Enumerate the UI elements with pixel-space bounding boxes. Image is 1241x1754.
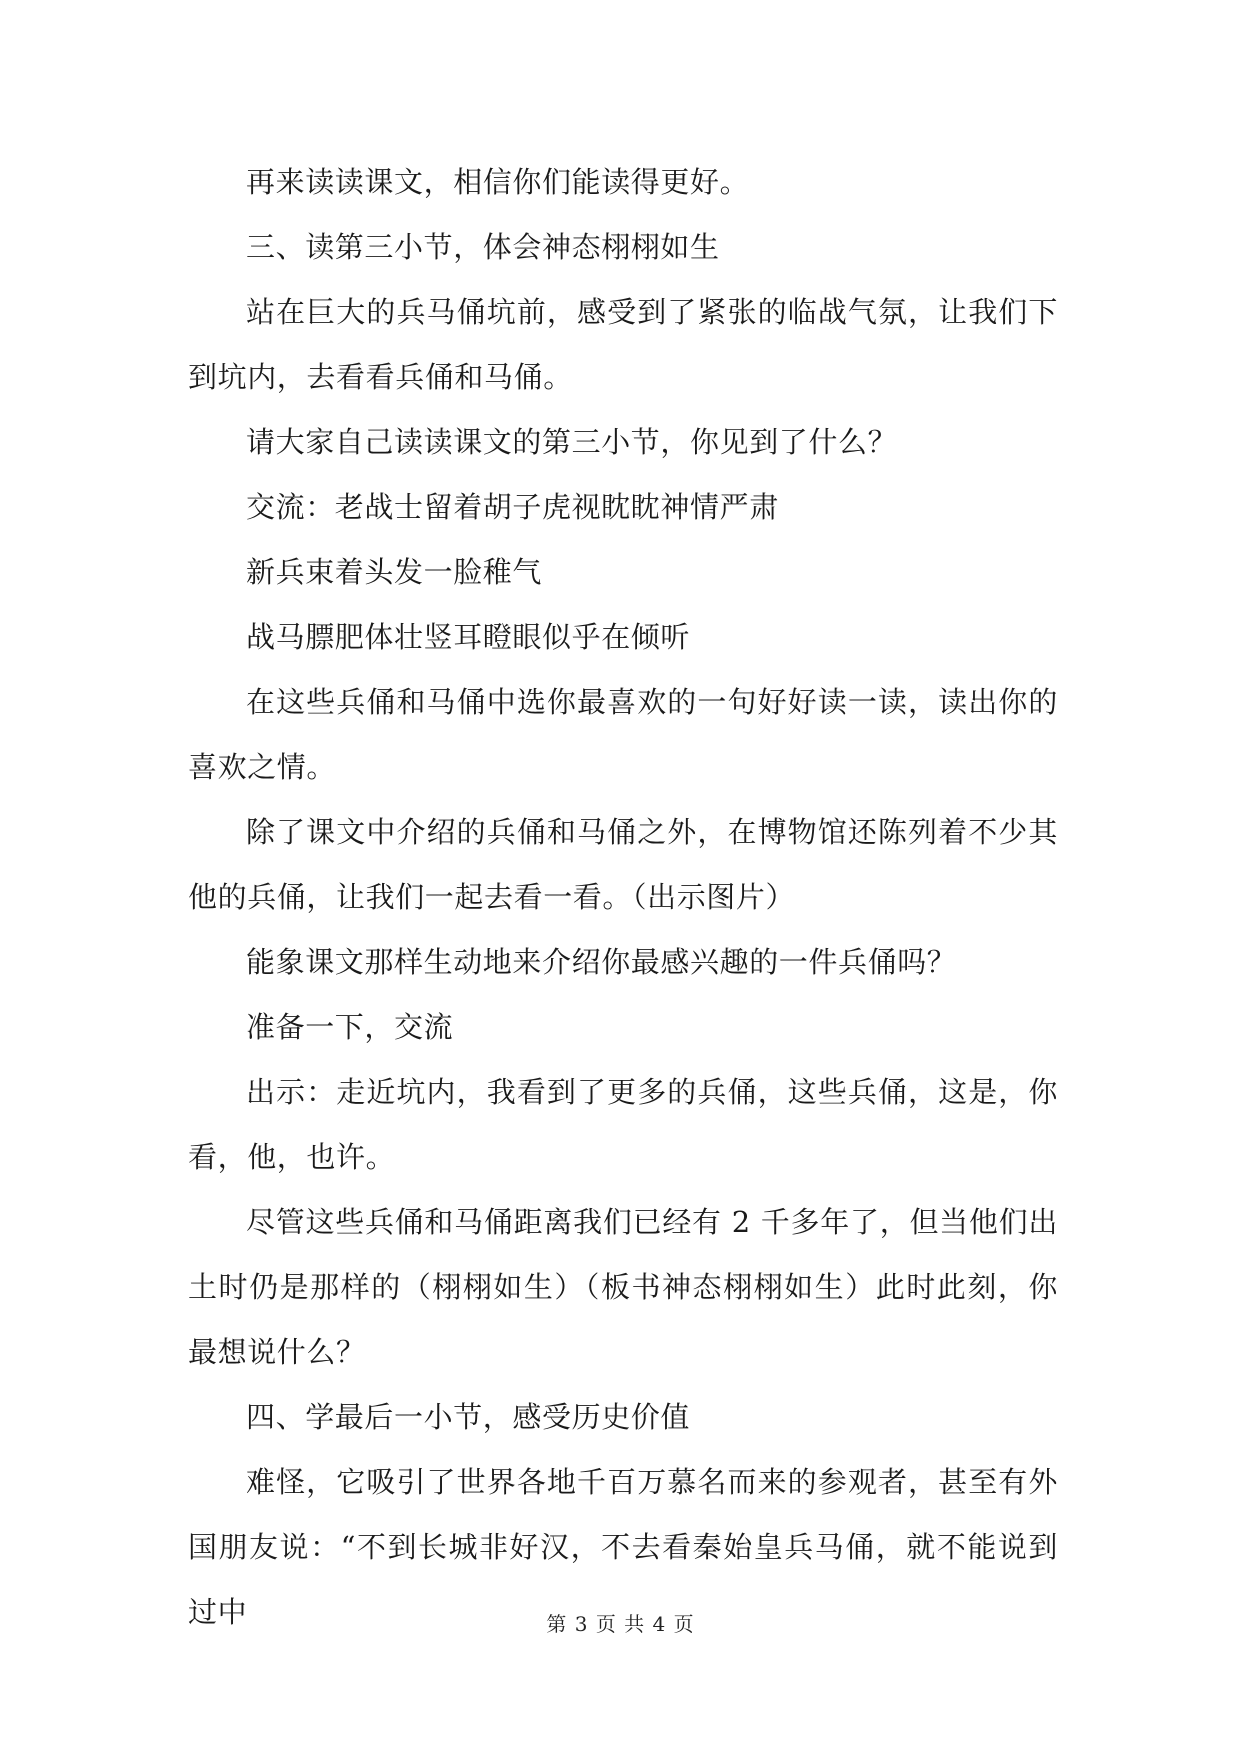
- page-footer: 第 3 页 共 4 页: [546, 1612, 695, 1636]
- document-body: [188, 150, 1058, 1645]
- paragraph: 能象课文那样生动地来介绍你最感兴趣的一件兵俑吗？: [246, 945, 957, 979]
- paragraph: 站在巨大的兵马俑坑前，感受到了紧张的临战气氛，让我们下到坑内，去看看兵俑和马俑。: [188, 295, 1058, 394]
- section-heading: 三、读第三小节，体会神态栩栩如生: [246, 230, 720, 264]
- paragraph: 出示：走近坑内，我看到了更多的兵俑，这些兵俑，这是，你看，他，也许。: [188, 1075, 1058, 1174]
- paragraph: 在这些兵俑和马俑中选你最喜欢的一句好好读一读，读出你的喜欢之情。: [188, 685, 1058, 784]
- paragraph: 交流：老战士留着胡子虎视眈眈神情严肃: [246, 490, 779, 524]
- paragraph: 难怪，它吸引了世界各地千百万慕名而来的参观者，甚至有外国朋友说：“不到长城非好汉，不去看秦始皇兵马俑，就不能说到过中: [188, 1465, 1058, 1629]
- paragraph: 战马膘肥体壮竖耳瞪眼似乎在倾听: [246, 620, 691, 654]
- paragraph: 尽管这些兵俑和马俑距离我们已经有 2 千多年了，但当他们出土时仍是那样的（栩栩如生）（板书神态栩栩如生）此时此刻，你最想说什么？: [188, 1205, 1058, 1369]
- paragraph: 再来读读课文，相信你们能读得更好。: [246, 165, 750, 199]
- paragraph: 请大家自己读读课文的第三小节，你见到了什么？: [246, 425, 898, 459]
- section-heading: 四、学最后一小节，感受历史价值: [246, 1400, 691, 1434]
- paragraph: 除了课文中介绍的兵俑和马俑之外，在博物馆还陈列着不少其他的兵俑，让我们一起去看一看。（出示图片）: [188, 815, 1058, 914]
- paragraph: 准备一下，交流: [246, 1010, 454, 1044]
- paragraph: 新兵束着头发一脸稚气: [246, 555, 543, 589]
